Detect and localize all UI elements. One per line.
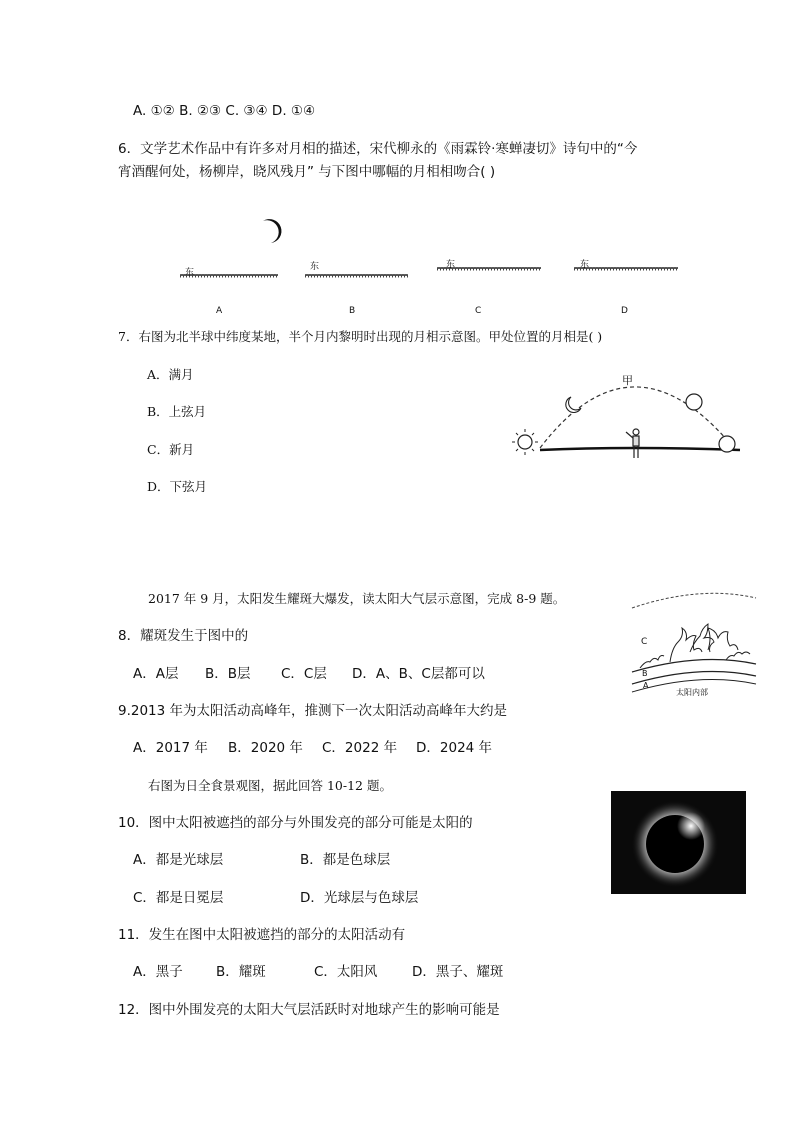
q12-stem: 12．图中外围发亮的太阳大气层活跃时对地球产生的影响可能是 — [118, 1002, 500, 1018]
q11-option-d: D．黑子、耀斑 — [412, 964, 504, 980]
crescent-moon-icon — [566, 397, 581, 412]
moon-crescent-a — [263, 219, 281, 243]
q11-option-b: B．耀斑 — [216, 964, 266, 980]
moon-circle-2 — [719, 436, 735, 452]
q10-option-c: C．都是日冕层 — [133, 890, 224, 906]
q11-option-a: A．黑子 — [133, 964, 183, 980]
q8-9-intro: 2017 年 9 月，太阳发生耀斑大爆发，读太阳大气层示意图，完成 8-9 题。 — [148, 591, 566, 606]
person-icon — [626, 429, 639, 458]
moon-circle-1 — [686, 394, 702, 410]
moon-crescent-b — [382, 217, 398, 242]
q7-figure-label-jia: 甲 — [622, 374, 633, 387]
panel-a — [180, 219, 281, 276]
sun-inner-label: 太阳内部 — [676, 688, 708, 697]
moon-crescent-c — [460, 214, 478, 240]
q6-stem-line2: 宵酒醒何处，杨柳岸，晓风残月” 与下图中哪幅的月相相吻合( ) — [118, 164, 496, 180]
panel-b — [305, 217, 408, 276]
panel-b-east: 东 — [310, 262, 320, 272]
q8-option-b: B．B层 — [205, 666, 251, 682]
q9-option-c: C．2022 年 — [322, 740, 398, 756]
moon-crescent-d — [588, 213, 607, 240]
q7-stem: 7．右图为北半球中纬度某地，半个月内黎明时出现的月相示意图。甲处位置的月相是( ) — [118, 329, 603, 344]
q9-option-a: A．2017 年 — [133, 740, 208, 756]
panel-d — [574, 213, 678, 269]
q8-option-d: D．A、B、C层都可以 — [352, 666, 485, 682]
q9-option-d: D．2024 年 — [416, 740, 493, 756]
panel-a-east: 东 — [185, 268, 195, 278]
q7-option-c: C．新月 — [147, 442, 195, 457]
sun-layer-b: B — [642, 669, 648, 678]
sun-layer-a: A — [643, 681, 649, 690]
q8-stem: 8．耀斑发生于图中的 — [118, 628, 249, 644]
q10-stem: 10．图中太阳被遮挡的部分与外围发亮的部分可能是太阳的 — [118, 815, 473, 831]
q10-option-a: A．都是光球层 — [133, 852, 224, 868]
q5-options: A. ①② B. ②③ C. ③④ D. ①④ — [133, 103, 316, 119]
panel-c-label: C — [475, 306, 482, 316]
q7-option-a: A．满月 — [147, 367, 194, 382]
panel-a-label: A — [216, 306, 223, 316]
sun-icon — [512, 429, 538, 455]
q10-option-b: B．都是色球层 — [300, 852, 391, 868]
q10-option-d: D．光球层与色球层 — [300, 890, 419, 906]
q9-stem: 9.2013 年为太阳活动高峰年，推测下一次太阳活动高峰年大约是 — [118, 703, 508, 719]
panel-d-east: 东 — [580, 260, 590, 270]
panel-b-label: B — [349, 306, 356, 316]
q10-12-intro: 右图为日全食景观图，据此回答 10-12 题。 — [148, 778, 392, 793]
q7-option-b: B．上弦月 — [147, 404, 207, 419]
panel-c-east: 东 — [446, 260, 456, 270]
prominence-icon — [640, 624, 750, 668]
q9-option-b: B．2020 年 — [228, 740, 303, 756]
q8-option-a: A．A层 — [133, 666, 179, 682]
q11-option-c: C．太阳风 — [314, 964, 378, 980]
q6-stem-line1: 6．文学艺术作品中有许多对月相的描述，宋代柳永的《雨霖铃·寒蝉凄切》诗句中的“今 — [118, 141, 638, 157]
q11-stem: 11．发生在图中太阳被遮挡的部分的太阳活动有 — [118, 927, 406, 943]
q7-option-d: D．下弦月 — [147, 479, 208, 494]
q8-option-c: C．C层 — [281, 666, 327, 682]
sun-layer-c: C — [641, 637, 648, 647]
panel-d-label: D — [621, 306, 628, 316]
